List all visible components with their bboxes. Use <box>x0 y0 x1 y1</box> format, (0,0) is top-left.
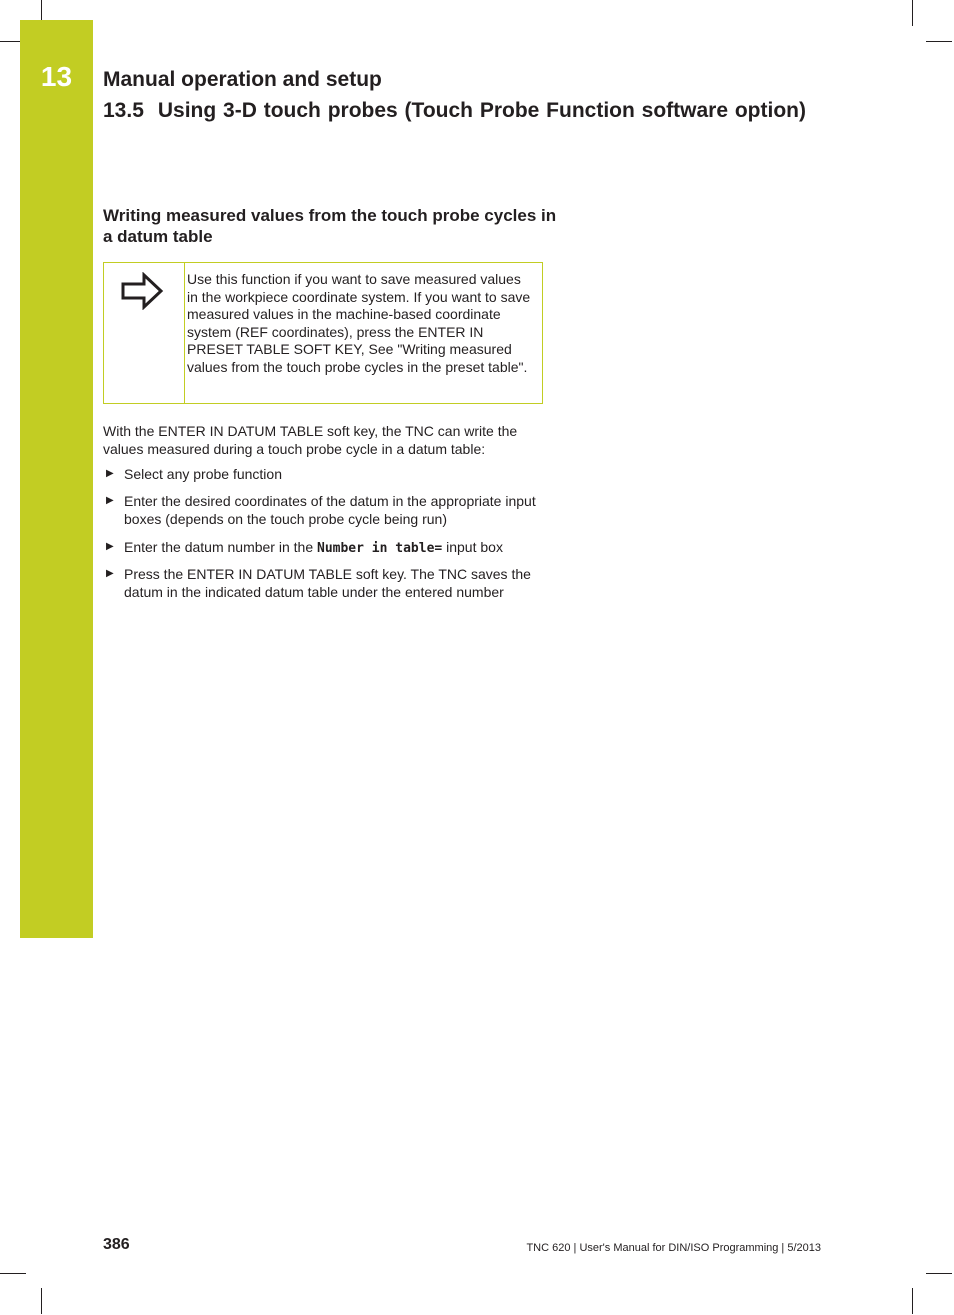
footer-text: TNC 620 | User's Manual for DIN/ISO Programming | 5/2013 <box>526 1242 821 1254</box>
list-item-text: Press the ENTER IN DATUM TABLE soft key. The TNC saves the datum in the indicated datum table under the entered number <box>124 566 531 600</box>
crop-mark <box>926 41 952 42</box>
code-term: Number in table= <box>317 541 443 556</box>
chapter-title: Manual operation and setup <box>103 68 382 91</box>
intro-paragraph: With the ENTER IN DATUM TABLE soft key, the TNC can write the values measured during a touch probe cycle in a datum table: <box>103 423 518 457</box>
section-title <box>103 97 806 125</box>
arrow-right-icon <box>120 272 164 310</box>
list-item <box>103 565 548 601</box>
bullet-icon: ▶ <box>106 568 114 579</box>
list-item-text: Select any probe function <box>124 466 282 482</box>
crop-mark <box>0 1273 26 1274</box>
list-item-text: Enter the desired coordinates of the datum in the appropriate input boxes (depends on the touch probe cycle being run) <box>124 493 536 527</box>
section-number: 13.5 <box>103 99 144 122</box>
list-item <box>103 492 548 528</box>
list-item-text: Enter the datum number in the Number in table= input box <box>124 539 503 556</box>
crop-mark <box>912 1288 913 1314</box>
list-item <box>103 538 548 558</box>
bullet-icon: ▶ <box>106 468 114 479</box>
subsection-heading: Writing measured values from the touch probe cycles in a datum table <box>103 206 557 246</box>
crop-mark <box>926 1273 952 1274</box>
crop-mark <box>41 1288 42 1314</box>
list-item <box>103 465 548 483</box>
chapter-number: 13 <box>40 61 73 92</box>
note-text: Use this function if you want to save measured values in the workpiece coordinate system. If you want to save measured values in the machine-based coordinate system (REF coordinates), press the ENTER IN PRESET TABLE SOFT KEY, See "Writing measured values from the touch probe cycles in the preset table". <box>187 271 531 375</box>
note-box <box>103 262 543 404</box>
note-divider <box>184 263 185 403</box>
page-number: 386 <box>103 1236 130 1253</box>
bullet-icon: ▶ <box>106 541 114 552</box>
chapter-sidebar-bar <box>20 20 93 938</box>
bullet-icon: ▶ <box>106 495 114 506</box>
crop-mark <box>912 0 913 26</box>
section-title-text: Using 3-D touch probes (Touch Probe Function software option) <box>157 99 806 122</box>
